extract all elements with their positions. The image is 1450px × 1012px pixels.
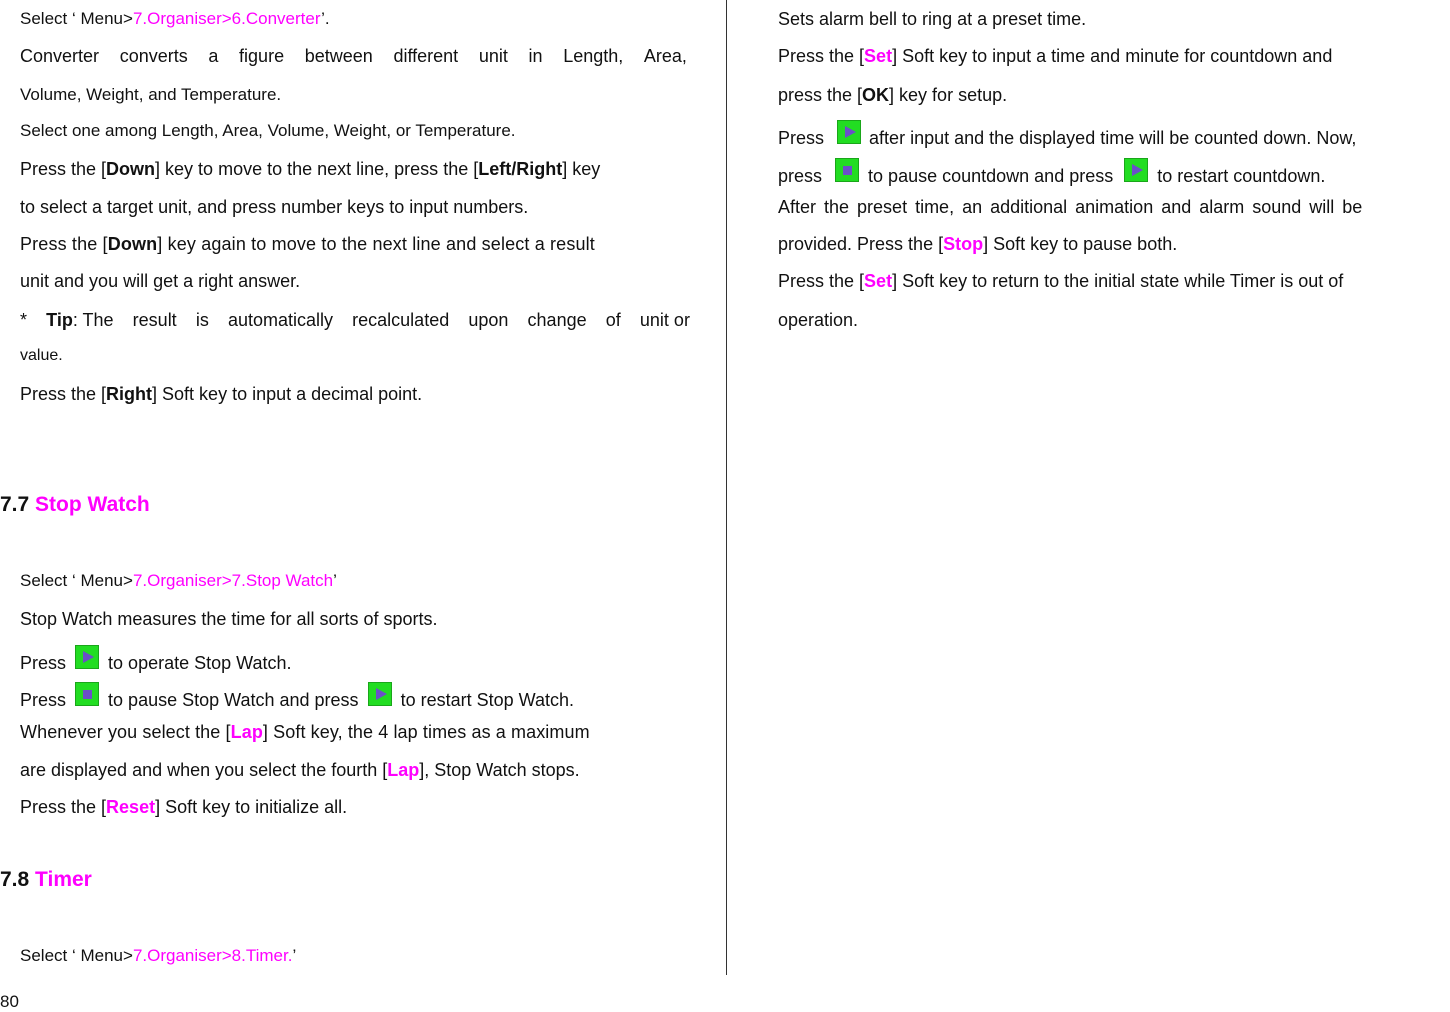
- converter-again-instruction-line2: unit and you will get a right answer.: [20, 271, 301, 291]
- converter-description: Converter converts a figure between different unit in Length, Area,: [20, 46, 687, 66]
- converter-again-instruction: Press the [Down] key again to move to the next line and select a result: [20, 234, 595, 254]
- play-icon: [1124, 158, 1148, 182]
- stop-icon: [835, 158, 859, 182]
- timer-select-path: Select ‘ Menu>7.Organiser>8.Timer.’: [20, 946, 297, 965]
- converter-description-line2: Volume, Weight, and Temperature.: [20, 85, 282, 104]
- timer-return-instruction-line2: operation.: [778, 310, 859, 330]
- converter-down-instruction-line2: to select a target unit, and press number keys to input numbers.: [20, 197, 529, 217]
- stopwatch-reset-instruction: Press the [Reset] Soft key to initialize all.: [20, 797, 348, 817]
- stopwatch-operate: Press to operate Stop Watch.: [20, 645, 291, 677]
- timer-pause-restart: press to pause countdown and press to restart countdown.: [778, 158, 1325, 190]
- converter-right-instruction: Press the [Right] Soft key to input a decimal point.: [20, 384, 423, 404]
- column-divider: [726, 0, 727, 975]
- play-icon: [837, 120, 861, 144]
- play-icon: [75, 645, 99, 669]
- stop-icon: [75, 682, 99, 706]
- timer-return-instruction: Press the [Set] Soft key to return to the initial state while Timer is out of: [778, 271, 1344, 291]
- converter-select-one: Select one among Length, Area, Volume, Weight, or Temperature.: [20, 121, 516, 140]
- timer-ok-instruction: press the [OK] key for setup.: [778, 85, 1008, 105]
- stopwatch-lap-instruction-line2: are displayed and when you select the fourth [Lap], Stop Watch stops.: [20, 760, 580, 780]
- converter-down-instruction: Press the [Down] key to move to the next line, press the [Left/Right] key: [20, 159, 601, 179]
- timer-alarm-description: Sets alarm bell to ring at a preset time.: [778, 9, 1087, 29]
- converter-tip-line2: value.: [20, 347, 63, 364]
- stopwatch-select-path: Select ‘ Menu>7.Organiser>7.Stop Watch’: [20, 571, 337, 590]
- timer-countdown-start: Press after input and the displayed time will be counted down. Now,: [778, 120, 1356, 152]
- converter-select-path: Select ‘ Menu>7.Organiser>6.Converter’.: [20, 9, 330, 28]
- stopwatch-lap-instruction: Whenever you select the [Lap] Soft key, the 4 lap times as a maximum: [20, 722, 590, 742]
- stopwatch-description: Stop Watch measures the time for all sorts of sports.: [20, 609, 438, 629]
- timer-set-instruction: Press the [Set] Soft key to input a time and minute for countdown and: [778, 46, 1333, 66]
- play-icon: [368, 682, 392, 706]
- timer-after-preset: After the preset time, an additional animation and alarm sound will be: [778, 197, 1363, 217]
- timer-stop-instruction: provided. Press the [Stop] Soft key to pause both.: [778, 234, 1178, 254]
- stopwatch-pause-restart: Press to pause Stop Watch and press to restart Stop Watch.: [20, 682, 574, 714]
- stopwatch-heading: 7.7 Stop Watch: [0, 493, 150, 516]
- page-number: 80: [0, 992, 19, 1011]
- converter-tip: * Tip: The result is automatically recalculated upon change of unit or: [20, 310, 690, 330]
- timer-heading: 7.8 Timer: [0, 868, 92, 891]
